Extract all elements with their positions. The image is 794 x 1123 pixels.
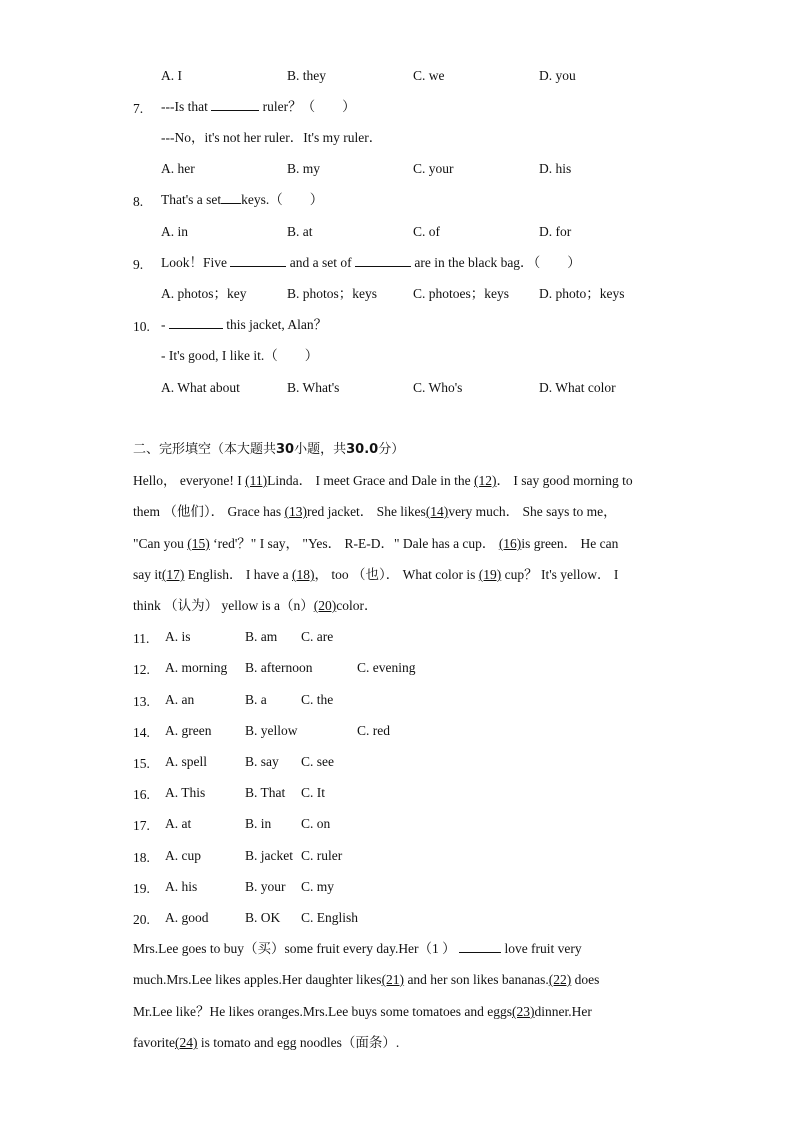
option-a[interactable]: A. his — [165, 879, 198, 894]
stem-part: this jacket, Alan？ — [226, 317, 328, 332]
option-b[interactable]: B. jacket — [245, 848, 293, 863]
option-b[interactable]: B. a — [245, 692, 267, 707]
passage-text: cup？ It's yellow． I — [501, 567, 619, 582]
blank-marker: (23) — [512, 1004, 535, 1019]
passage-text: much.Mrs.Lee likes apples.Her daughter likes — [133, 972, 382, 987]
question-stem — [161, 316, 327, 334]
q6-option-d[interactable]: D. you — [539, 68, 576, 83]
stem-part: That's a set — [161, 192, 222, 207]
q6-option-a[interactable]: A. I — [161, 68, 182, 83]
q7-option-a[interactable]: A. her — [161, 161, 195, 176]
question-number: 13. — [133, 694, 150, 709]
heading-text: 分） — [378, 442, 405, 457]
blank-marker: (16) — [498, 536, 522, 551]
passage-text: ， too （也）． What color is — [314, 567, 479, 582]
passage-text: is green． He can — [521, 536, 619, 551]
passage-text: and her son likes bananas. — [404, 972, 549, 987]
blank-marker: (22) — [548, 972, 572, 987]
answer-blank — [221, 191, 241, 204]
blank-marker: (11) — [245, 473, 268, 488]
q10-option-b[interactable]: B. What's — [287, 380, 340, 395]
heading-count: 30 — [276, 442, 295, 457]
passage-line — [133, 566, 618, 584]
q9-option-d[interactable]: D. photo；keys — [539, 286, 625, 301]
answer-blank — [169, 316, 223, 329]
question-number: 8. — [133, 194, 144, 209]
passage-line — [133, 1003, 592, 1021]
blank-marker: (13) — [284, 504, 307, 519]
question-stem-line2: - It's good, I like it.（ ） — [161, 348, 319, 363]
passage-line — [133, 535, 618, 553]
passage-text: does — [571, 972, 600, 987]
passage-text: "Can you — [133, 536, 188, 551]
passage-text: love fruit very — [504, 941, 582, 956]
stem-part: - — [161, 317, 166, 332]
q7-option-d[interactable]: D. his — [539, 161, 572, 176]
option-b[interactable]: B. afternoon — [245, 660, 313, 675]
q7-option-c[interactable]: C. your — [413, 161, 454, 176]
option-c[interactable]: C. It — [301, 785, 326, 800]
q9-option-a[interactable]: A. photos；key — [161, 286, 247, 301]
blank-marker: (20) — [313, 598, 337, 613]
heading-text: 小题，共 — [294, 442, 347, 457]
question-stem — [161, 254, 581, 272]
blank-marker: (21) — [381, 972, 405, 987]
option-c[interactable]: C. my — [301, 879, 335, 894]
question-number: 16. — [133, 787, 150, 802]
option-a[interactable]: A. an — [165, 692, 195, 707]
question-stem — [161, 191, 323, 209]
passage-line — [133, 503, 617, 521]
stem-part: ---Is that — [161, 99, 208, 114]
passage-text: say it — [133, 567, 162, 582]
stem-part: Look！Five — [161, 255, 227, 270]
option-a[interactable]: A. is — [165, 629, 191, 644]
q10-option-a[interactable]: A. What about — [161, 380, 240, 395]
blank-marker: (24) — [174, 1035, 198, 1050]
blank-marker: (18) — [291, 567, 315, 582]
passage-line — [133, 597, 378, 615]
passage-text: them （他们）． Grace has — [133, 504, 285, 519]
q8-option-c[interactable]: C. of — [413, 224, 440, 239]
option-a[interactable]: A. cup — [165, 848, 201, 863]
question-number: 19. — [133, 881, 150, 896]
passage-text: is tomato and egg noodles（面条）. — [197, 1035, 400, 1050]
heading-text: 二、完形填空（本大题共 — [133, 442, 277, 457]
blank-marker: (14) — [425, 504, 449, 519]
option-b[interactable]: B. yellow — [245, 723, 298, 738]
passage-text: ‘red'？" I say， "Yes． R-E-D．" Dale has a cup． — [209, 536, 499, 551]
blank-marker: (15) — [187, 536, 210, 551]
q6-option-c[interactable]: C. we — [413, 68, 445, 83]
option-c[interactable]: C. on — [301, 816, 331, 831]
question-number: 17. — [133, 818, 150, 833]
question-number: 10. — [133, 319, 150, 334]
passage-line — [133, 1034, 399, 1052]
passage-text: red jacket． She likes — [306, 504, 426, 519]
option-c[interactable]: C. see — [301, 754, 334, 769]
option-b[interactable]: B. your — [245, 879, 286, 894]
blank-marker: (17) — [161, 567, 185, 582]
passage-text: favorite — [133, 1035, 175, 1050]
q8-option-d[interactable]: D. for — [539, 224, 572, 239]
blank-marker: (19) — [478, 567, 502, 582]
question-stem-line2: ---No，it's not her ruler．It's my ruler． — [161, 130, 383, 145]
option-b[interactable]: B. That — [245, 785, 286, 800]
stem-part: and a set of — [289, 255, 352, 270]
q6-option-b[interactable]: B. they — [287, 68, 326, 83]
option-c[interactable]: C. ruler — [301, 848, 343, 863]
section-heading — [133, 441, 404, 459]
q8-option-b[interactable]: B. at — [287, 224, 313, 239]
question-number: 12. — [133, 662, 150, 677]
passage-line — [133, 940, 582, 958]
option-c[interactable]: C. red — [357, 723, 390, 738]
question-stem — [161, 98, 356, 116]
passage-text: think （认为） yellow is a（n） — [133, 598, 314, 613]
question-number: 11. — [133, 631, 150, 646]
option-c[interactable]: C. are — [301, 629, 334, 644]
q10-option-d[interactable]: D. What color — [539, 380, 616, 395]
option-b[interactable]: B. say — [245, 754, 279, 769]
q8-option-a[interactable]: A. in — [161, 224, 188, 239]
q10-option-c[interactable]: C. Who's — [413, 380, 463, 395]
passage-text: very much． She says to me， — [448, 504, 617, 519]
option-a[interactable]: A. morning — [165, 660, 228, 675]
question-number: 15. — [133, 756, 150, 771]
question-number: 18. — [133, 850, 150, 865]
passage-text: color． — [336, 598, 378, 613]
option-c[interactable]: C. evening — [357, 660, 416, 675]
answer-blank — [355, 254, 411, 267]
question-number: 20. — [133, 912, 150, 927]
option-b[interactable]: B. am — [245, 629, 278, 644]
question-number: 7. — [133, 101, 144, 116]
answer-blank — [230, 254, 286, 267]
passage-line — [133, 971, 599, 989]
q9-option-c[interactable]: C. photoes；keys — [413, 286, 509, 301]
option-c[interactable]: C. the — [301, 692, 334, 707]
stem-part: are in the black bag．（ ） — [414, 255, 581, 270]
passage-text: ． I say good morning to — [496, 473, 633, 488]
q7-option-b[interactable]: B. my — [287, 161, 321, 176]
option-a[interactable]: A. good — [165, 910, 209, 925]
question-number: 14. — [133, 725, 150, 740]
passage-line — [133, 472, 633, 490]
passage-text: Mrs.Lee goes to buy（买）some fruit every day.Her（1 ） — [133, 941, 456, 956]
heading-score: 30.0 — [346, 442, 379, 457]
option-a[interactable]: A. This — [165, 785, 206, 800]
q9-option-b[interactable]: B. photos；keys — [287, 286, 378, 301]
passage-text: Linda． I meet Grace and Dale in the — [267, 473, 475, 488]
answer-blank — [459, 940, 501, 953]
option-b[interactable]: B. in — [245, 816, 272, 831]
option-a[interactable]: A. spell — [165, 754, 207, 769]
option-a[interactable]: A. at — [165, 816, 192, 831]
blank-marker: (12) — [474, 473, 497, 488]
answer-blank — [211, 98, 259, 111]
passage-text: dinner.Her — [534, 1004, 592, 1019]
passage-text: English． I have a — [184, 567, 292, 582]
stem-part: keys.（ ） — [241, 192, 324, 207]
option-a[interactable]: A. green — [165, 723, 212, 738]
option-b[interactable]: B. OK — [245, 910, 281, 925]
option-c[interactable]: C. English — [301, 910, 359, 925]
passage-text: Mr.Lee like？He likes oranges.Mrs.Lee buys some tomatoes and eggs — [133, 1004, 513, 1019]
question-number: 9. — [133, 257, 144, 272]
stem-part: ruler？（ ） — [262, 99, 356, 114]
passage-text: Hello， everyone! I — [133, 473, 246, 488]
